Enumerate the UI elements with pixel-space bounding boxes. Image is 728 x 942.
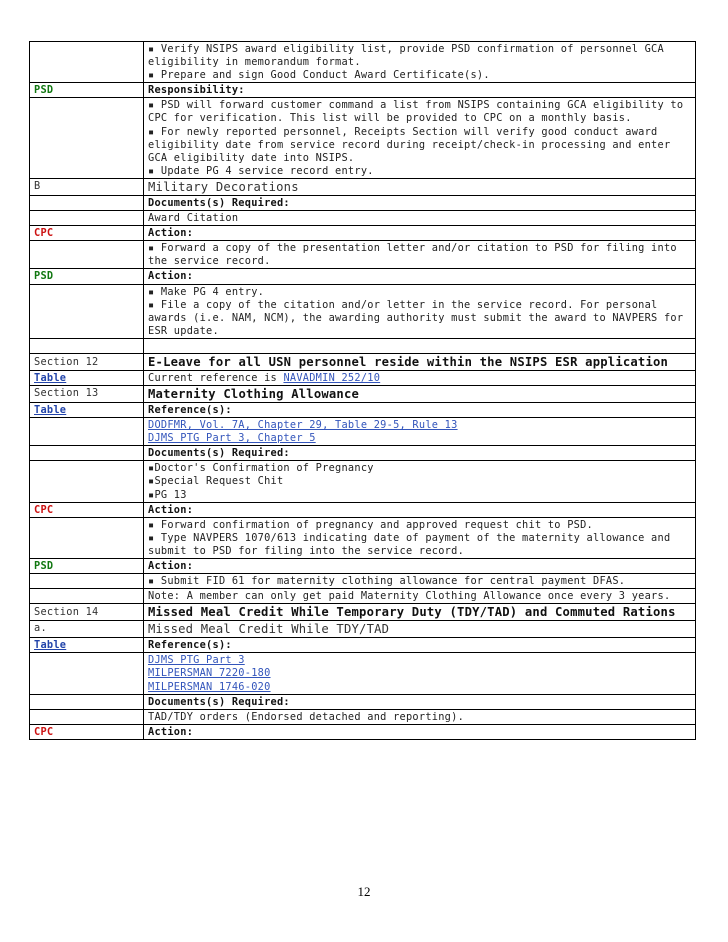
bullet-item: ▪ File a copy of the citation and/or letter in the service record. For personal awards (i.e. NAM, NCM), the awarding authority must submit the award to NAVPERS for ESR update. [148, 298, 684, 337]
documents-required-heading: Documents(s) Required: [144, 694, 696, 709]
table-row [30, 653, 696, 694]
reference-link[interactable]: MILPERSMAN 1746-020 [148, 680, 271, 693]
row-label [30, 418, 144, 446]
row-label-psd: PSD [30, 559, 144, 574]
row-label-section: Section 12 [30, 353, 144, 370]
section-heading: Maternity Clothing Allowance [144, 385, 696, 402]
row-label-table: Table [30, 402, 144, 417]
bullet-item: ▪ Prepare and sign Good Conduct Award Certificate(s). [148, 69, 490, 82]
document-page [29, 41, 694, 740]
row-label-a: a. [30, 621, 144, 638]
table-row [30, 574, 696, 589]
responsibility-heading: Responsibility: [144, 83, 696, 98]
bullet-item: ▪ For newly reported personnel, Receipts Section will verify good conduct award eligibility date from service record during receipt/check-in processing and enter GCA eligibility date into NSIPS. [148, 125, 671, 164]
table-row [30, 638, 696, 653]
bullet-item: ▪ Submit FID 61 for maternity clothing allowance for central payment DFAS. [148, 575, 626, 588]
note-text: Note: A member can only get paid Maternity Clothing Allowance once every 3 years. [144, 589, 696, 604]
reference-link[interactable]: DJMS PTG Part 3, Chapter 5 [148, 432, 316, 445]
documents-required-heading: Documents(s) Required: [144, 446, 696, 461]
table-row [30, 418, 696, 446]
section-heading: Missed Meal Credit While Temporary Duty (TDY/TAD) and Commuted Rations [144, 604, 696, 621]
table-row [30, 446, 696, 461]
row-label-table: Table [30, 638, 144, 653]
table-row [30, 370, 696, 385]
table-row [30, 402, 696, 417]
row-label [30, 98, 144, 179]
table-row [30, 385, 696, 402]
bullet-item: ▪ Update PG 4 service record entry. [148, 164, 374, 177]
row-content [144, 653, 696, 694]
table-row [30, 98, 696, 179]
table-row-empty [30, 338, 696, 353]
row-content [144, 98, 696, 179]
row-content [144, 284, 696, 338]
table-row [30, 83, 696, 98]
row-content [144, 42, 696, 83]
row-label-psd: PSD [30, 83, 144, 98]
bullet-item: ▪Special Request Chit [148, 475, 284, 488]
table-row [30, 559, 696, 574]
references-heading: Reference(s): [144, 638, 696, 653]
row-label [30, 461, 144, 502]
row-label-psd: PSD [30, 269, 144, 284]
table-row [30, 178, 696, 195]
row-label [30, 694, 144, 709]
row-label [30, 446, 144, 461]
row-label [30, 241, 144, 269]
bullet-item: ▪Doctor's Confirmation of Pregnancy [148, 462, 374, 475]
table-row [30, 226, 696, 241]
row-label-cpc: CPC [30, 724, 144, 739]
row-label [30, 589, 144, 604]
row-content [144, 461, 696, 502]
action-heading: Action: [144, 559, 696, 574]
table-row [30, 502, 696, 517]
reference-text: Current reference is [148, 371, 284, 384]
table-row [30, 724, 696, 739]
row-content [144, 574, 696, 589]
action-heading: Action: [144, 269, 696, 284]
table-row [30, 517, 696, 558]
row-content [144, 241, 696, 269]
row-label-table: Table [30, 370, 144, 385]
row-label-cpc: CPC [30, 502, 144, 517]
table-row [30, 604, 696, 621]
reference-link[interactable]: MILPERSMAN 7220-180 [148, 667, 271, 680]
row-label-section: Section 13 [30, 385, 144, 402]
reference-link[interactable]: DODFMR, Vol. 7A, Chapter 29, Table 29-5, Rule 13 [148, 419, 458, 432]
row-label [30, 653, 144, 694]
table-row [30, 353, 696, 370]
page-number: 12 [357, 884, 371, 899]
procedure-table [29, 41, 696, 740]
action-heading: Action: [144, 226, 696, 241]
row-content [144, 418, 696, 446]
row-label [30, 517, 144, 558]
bullet-item: ▪ Type NAVPERS 1070/613 indicating date of payment of the maternity allowance and submit to PSD for filing into the service record. [148, 531, 671, 557]
row-content: TAD/TDY orders (Endorsed detached and reporting). [144, 709, 696, 724]
section-heading: Military Decorations [144, 178, 696, 195]
section-heading: E-Leave for all USN personnel reside within the NSIPS ESR application [144, 353, 696, 370]
table-row [30, 621, 696, 638]
table-row [30, 589, 696, 604]
row-label [30, 195, 144, 210]
bullet-item: ▪ Verify NSIPS award eligibility list, provide PSD confirmation of personnel GCA eligibility in memorandum format. [148, 43, 664, 69]
row-label [30, 211, 144, 226]
section-heading: Missed Meal Credit While TDY/TAD [144, 621, 696, 638]
row-label [30, 338, 144, 353]
table-row [30, 269, 696, 284]
row-content [144, 338, 696, 353]
reference-link[interactable]: NAVADMIN 252/10 [283, 371, 381, 384]
table-row [30, 211, 696, 226]
bullet-item: ▪PG 13 [148, 488, 187, 501]
bullet-item: ▪ PSD will forward customer command a list from NSIPS containing GCA eligibility to CPC for verification. This list will be provided to CPC on a monthly basis. [148, 99, 684, 125]
table-row [30, 694, 696, 709]
table-row [30, 709, 696, 724]
row-label-section: Section 14 [30, 604, 144, 621]
bullet-item: ▪ Make PG 4 entry. [148, 285, 265, 298]
row-content [144, 517, 696, 558]
table-row [30, 284, 696, 338]
reference-link[interactable]: DJMS PTG Part 3 [148, 654, 245, 667]
row-content [144, 370, 696, 385]
table-row [30, 195, 696, 210]
references-heading: Reference(s): [144, 402, 696, 417]
action-heading: Action: [144, 502, 696, 517]
row-label [30, 284, 144, 338]
row-label-b: B [30, 178, 144, 195]
table-row [30, 461, 696, 502]
table-row [30, 42, 696, 83]
row-content: Award Citation [144, 211, 696, 226]
bullet-item: ▪ Forward confirmation of pregnancy and approved request chit to PSD. [148, 518, 593, 531]
table-row [30, 241, 696, 269]
row-label-cpc: CPC [30, 226, 144, 241]
row-label [30, 42, 144, 83]
action-heading: Action: [144, 724, 696, 739]
bullet-item: ▪ Forward a copy of the presentation letter and/or citation to PSD for filing into the service record. [148, 242, 677, 268]
row-label [30, 574, 144, 589]
documents-required-heading: Documents(s) Required: [144, 195, 696, 210]
row-label [30, 709, 144, 724]
